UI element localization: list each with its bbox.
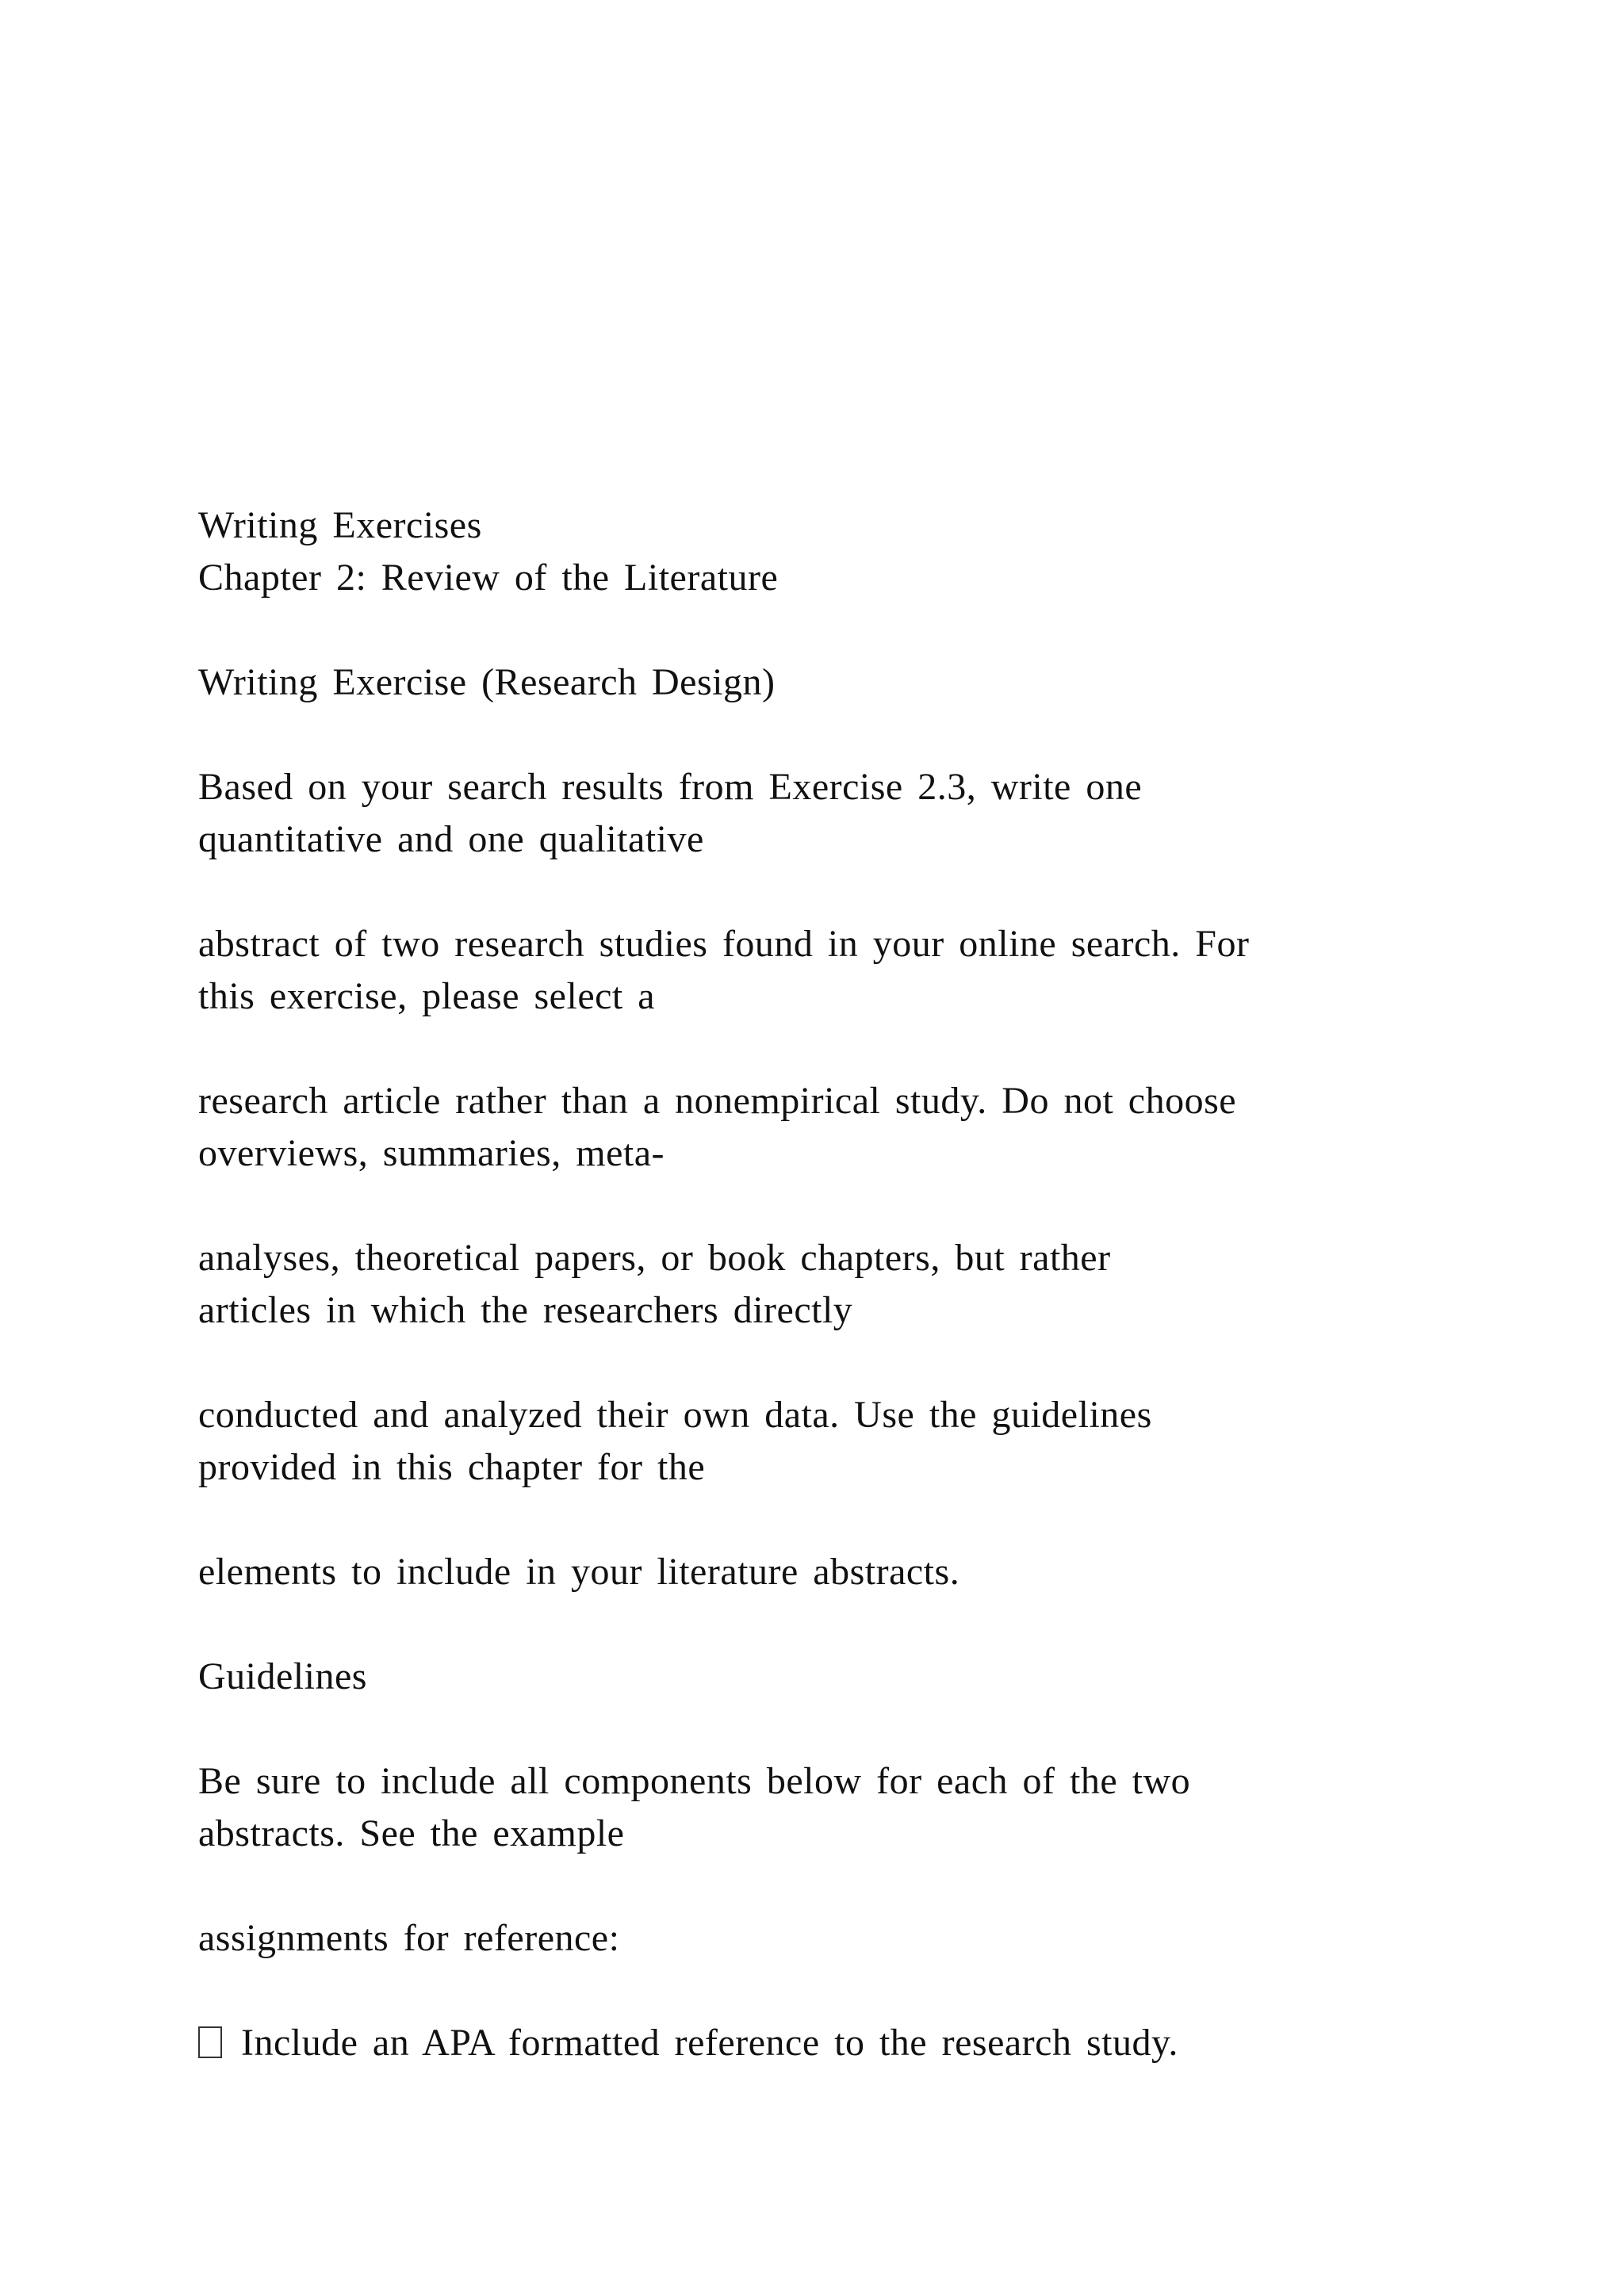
bullet-item (198, 2017, 1507, 2069)
paragraph-line: abstract of two research studies found in your online search. For (198, 923, 1250, 965)
paragraph-line: Based on your search results from Exercise 2.3, write one (198, 766, 1143, 808)
paragraph-line: analyses, theoretical papers, or book chapters, but rather (198, 1237, 1111, 1279)
title-block (198, 499, 1507, 604)
paragraph-line: provided in this chapter for the (198, 1446, 706, 1488)
guidelines-heading: Guidelines (198, 1655, 367, 1697)
chapter-title: Chapter 2: Review of the Literature (198, 557, 779, 599)
paragraph (198, 761, 1507, 866)
missing-glyph-icon (198, 2026, 222, 2058)
paragraph-line: overviews, summaries, meta- (198, 1132, 665, 1174)
paragraph (198, 1075, 1507, 1180)
paragraph (198, 1912, 1507, 1965)
paragraph-line: assignments for reference: (198, 1917, 620, 1959)
paragraph-line: conducted and analyzed their own data. Use the guidelines (198, 1394, 1152, 1436)
paragraph-line: articles in which the researchers directly (198, 1289, 853, 1331)
bullet-text: Include an APA formatted reference to the research study. (241, 2022, 1178, 2064)
paragraph-line: Be sure to include all components below for each of the two (198, 1760, 1191, 1802)
paragraph (198, 1546, 1507, 1598)
paragraph (198, 918, 1507, 1023)
paragraph (198, 1232, 1507, 1337)
document-title: Writing Exercises (198, 504, 482, 546)
paragraph (198, 1389, 1507, 1494)
paragraph-line: research article rather than a nonempirical study. Do not choose (198, 1080, 1237, 1122)
paragraph-line: this exercise, please select a (198, 975, 656, 1017)
paragraph-line: quantitative and one qualitative (198, 818, 704, 860)
paragraph (198, 1755, 1507, 1860)
paragraph-line: abstracts. See the example (198, 1812, 625, 1854)
paragraph-line: elements to include in your literature abstracts. (198, 1551, 960, 1593)
exercise-heading: Writing Exercise (Research Design) (198, 661, 776, 703)
document-body (198, 499, 1507, 2069)
